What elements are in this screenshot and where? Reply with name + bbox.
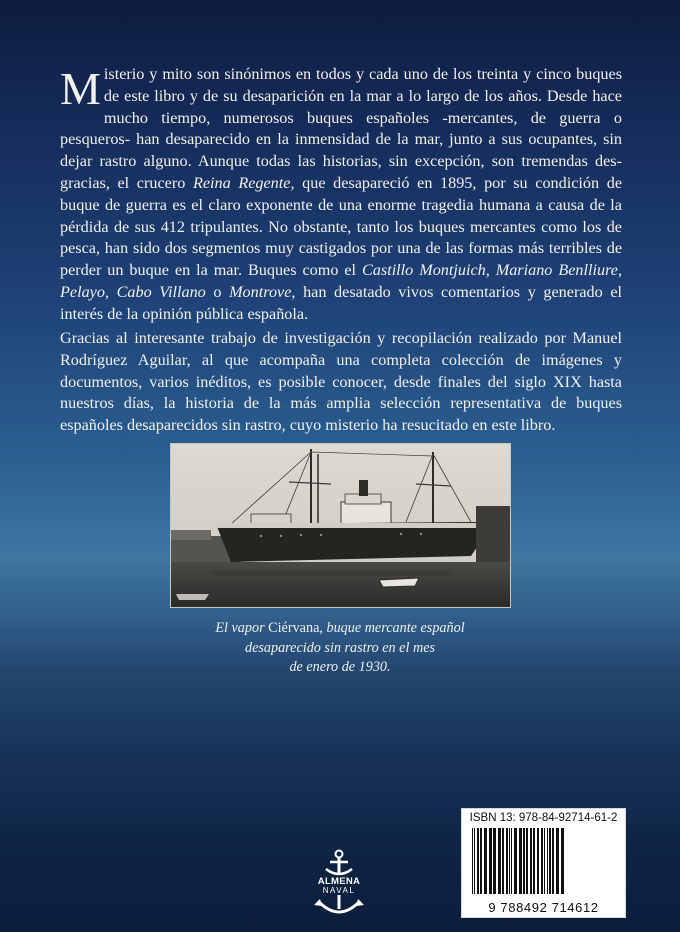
- caption-text-1: El vapor: [215, 620, 269, 636]
- barcode-bar: [549, 828, 551, 894]
- barcode-bar: [472, 828, 473, 894]
- publisher-logo: [310, 849, 368, 921]
- publisher-name: ALMENA: [317, 876, 361, 887]
- barcode-bar: [537, 828, 539, 894]
- caption-line-1: [150, 619, 530, 639]
- anchor-base-icon: [310, 895, 368, 921]
- para1-sep-2: ,: [617, 261, 623, 280]
- barcode-bar: [514, 828, 517, 894]
- barcode-bar: [547, 828, 548, 894]
- barcode-bar: [541, 828, 543, 894]
- para1-text-2: , que desapareció en 1895, por su condición de buque de guerra es el claro exponente de una enorme tragedia humana a causa de la pérdida de sus 412 tripulantes. No obstante, tanto los buques mercantes como los de pesca, han sido dos segmentos muy castigados por una de las formas más terribles de perder un buque en la mar. Buques como el: [60, 173, 623, 280]
- barcode-bar: [502, 828, 504, 894]
- para1-sep-3: ,: [104, 282, 117, 301]
- anchor-icon: [310, 849, 368, 879]
- barcode-bar: [556, 828, 559, 894]
- barcode-bars: [470, 828, 617, 894]
- ship-name-reina-regente: Reina Regente: [192, 173, 291, 192]
- barcode-bar: [523, 828, 525, 894]
- barcode-bar: [526, 828, 528, 894]
- para1-text-1: isterio y mito son sinónimos en todos y cada uno de los treinta y cinco buques de este libro y de su desaparición en la mar a lo largo de los años. Desde hace mucho tiempo, numerosos buques españoles -mercantes, de guerra o pesqueros- han desaparecido en la inmensidad de la mar, junto a sus ocupantes, sin dejar rastro alguno. Aunque todas las historias, sin excepción, son tremendas des-gracias, el crucero: [60, 65, 622, 192]
- ship-name-mariano-benlliure: Mariano Benlliure: [495, 261, 618, 280]
- caption-text-2: , buque mercante español: [319, 620, 465, 636]
- barcode-bar: [552, 828, 554, 894]
- ship-name-montrove: Montrove: [229, 282, 292, 301]
- barcode-bar: [506, 828, 508, 894]
- barcode-digits: 9 788492 714612: [488, 900, 599, 915]
- para1-sep-1: ,: [485, 261, 496, 280]
- photo-caption: [150, 619, 530, 678]
- caption-line-2: desaparecido sin rastro en el mes: [244, 639, 436, 656]
- barcode-bar: [498, 828, 501, 894]
- barcode-bar: [493, 828, 496, 894]
- ship-name-pelayo: Pelayo: [60, 282, 105, 301]
- para1-text-3: , han desatado vivos comentarios y generado el interés de la opinión pública española.: [60, 282, 623, 323]
- para1-sep-4: o: [205, 282, 230, 301]
- ship-name-castillo-montjuich: Castillo Montjuich: [362, 261, 486, 280]
- barcode-bar: [519, 828, 522, 894]
- barcode-bar: [480, 828, 482, 894]
- publisher-sub: NAVAL: [322, 886, 356, 895]
- synopsis-paragraph-2: Gracias al interesante trabajo de investigación y recopilación realizado por Manuel Rodríguez Aguilar, al que acompaña una completa colección de imágenes y documentos, varios inéditos, es posible conocer, desde finales del siglo XIX hasta nuestros días, la historia de la más amplia selección representativa de buques españoles desaparecidos sin rastro, cuyo misterio ha resucitado en este libro.: [60, 329, 622, 435]
- isbn-barcode: [461, 808, 626, 918]
- drop-cap: M: [60, 63, 101, 114]
- barcode-bar: [544, 828, 545, 894]
- barcode-bar: [530, 828, 532, 894]
- ship-name-cabo-villano: Cabo Villano: [116, 282, 206, 301]
- steamship-illustration: [171, 444, 510, 607]
- barcode-bar: [509, 828, 510, 894]
- barcode-bar: [489, 828, 492, 894]
- caption-line-3: de enero de 1930.: [289, 659, 391, 675]
- synopsis-paragraph-1: [60, 64, 622, 326]
- barcode-bar: [484, 828, 487, 894]
- barcode-bar: [477, 828, 479, 894]
- ship-photo: [171, 444, 510, 607]
- isbn-label: ISBN 13: 978-84-92714-61-2: [469, 812, 618, 824]
- barcode-bar: [561, 828, 564, 894]
- barcode-bar: [533, 828, 535, 894]
- barcode-bar: [511, 828, 512, 894]
- barcode-bar: [474, 828, 475, 894]
- caption-ship-name: Ciérvana: [268, 620, 320, 636]
